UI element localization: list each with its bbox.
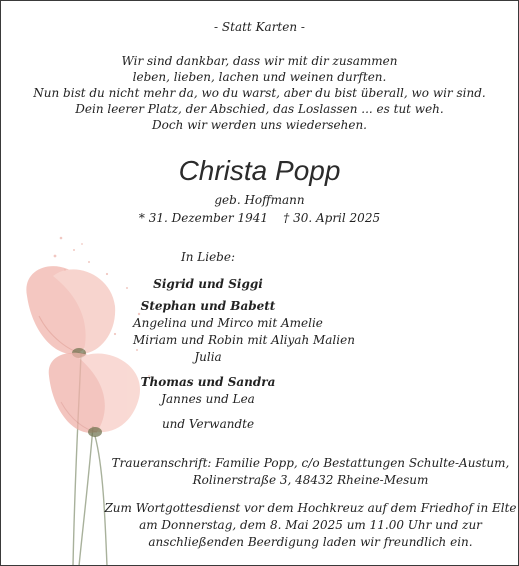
family-member: Angelina und Mirco mit Amelie: [133, 316, 323, 330]
deceased-name: Christa Popp: [178, 155, 341, 186]
family-group: Thomas und Sandra: [140, 375, 276, 389]
service-line: Zum Wortgottesdienst vor dem Hochkreuz auf dem Friedhof in Elte: [104, 501, 517, 515]
family-member: Jannes und Lea: [161, 392, 255, 406]
maiden-name: geb. Hoffmann: [214, 193, 305, 207]
family-group: Sigrid und Siggi: [153, 277, 263, 291]
in-love-label: In Liebe:: [180, 250, 236, 264]
service-line: anschließenden Beerdigung laden wir freundlich ein.: [148, 535, 473, 549]
life-dates: * 31. Dezember 1941 † 30. April 2025: [138, 211, 381, 225]
service-line: am Donnerstag, dem 8. Mai 2025 um 11.00 Uhr und zur: [139, 518, 482, 532]
poem-line: leben, lieben, lachen und weinen durften.: [132, 70, 387, 84]
family-group: Stephan und Babett: [140, 299, 276, 313]
family-member: Julia: [194, 350, 222, 364]
relatives: und Verwandte: [161, 417, 255, 431]
poem-line: Wir sind dankbar, dass wir mit dir zusammen: [121, 54, 398, 68]
address-line: Traueranschrift: Familie Popp, c/o Bestattungen Schulte-Austum,: [111, 456, 510, 470]
poem-line: Nun bist du nicht mehr da, wo du warst, aber du bist überall, wo wir sind.: [33, 86, 486, 100]
poem-line: Doch wir werden uns wiedersehen.: [152, 118, 367, 132]
address-line: Rolinerstraße 3, 48432 Rheine-Mesum: [192, 473, 429, 487]
poem-line: Dein leerer Platz, der Abschied, das Loslassen ... es tut weh.: [75, 102, 444, 116]
family-member: Miriam und Robin mit Aliyah Malien: [133, 333, 355, 347]
header: - Statt Karten -: [214, 20, 305, 34]
